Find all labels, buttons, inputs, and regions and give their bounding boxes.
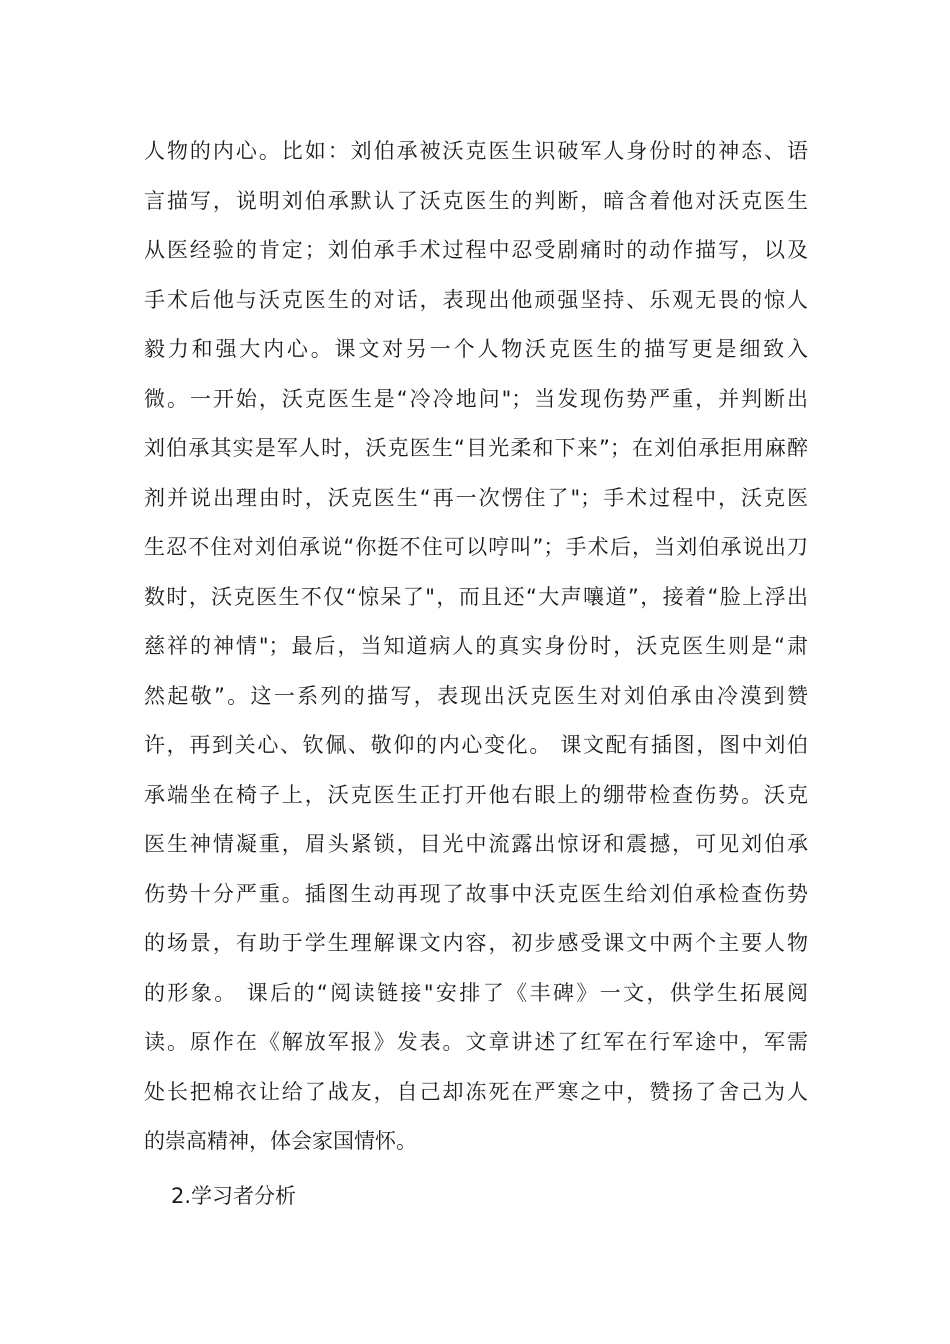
paragraph-line-20: 处长把棉衣让给了战友，自己却冻死在严寒之中，赞扬了舍己为人 xyxy=(144,1079,808,1104)
paragraph-line-3: 从医经验的肯定；刘伯承手术过程中忍受剧痛时的动作描写，以及 xyxy=(144,238,808,262)
paragraph-line-6: 微。一开始，沃克医生是“冷冷地问"；当发现伤势严重，并判断出 xyxy=(144,386,808,411)
paragraph-line-19: 读。原作在《解放军报》发表。文章讲述了红军在行军途中，军需 xyxy=(144,1030,808,1054)
paragraph-line-1: 人物的内心。比如：刘伯承被沃克医生识破军人身份时的神态、语 xyxy=(144,139,808,163)
paragraph-line-11: 慈祥的神情"；最后，当知道病人的真实身份时，沃克医生则是“肃 xyxy=(144,634,808,658)
paragraph-line-17: 的场景，有助于学生理解课文内容，初步感受课文中两个主要人物 xyxy=(144,931,808,955)
paragraph-line-7: 刘伯承其实是军人时，沃克医生“目光柔和下来”；在刘伯承拒用麻醉 xyxy=(144,436,808,460)
paragraph-line-14: 承端坐在椅子上，沃克医生正打开他右眼上的绷带检查伤势。沃克 xyxy=(144,782,808,807)
section-heading: 2.学习者分析 xyxy=(171,1184,297,1208)
paragraph-line-12: 然起敬”。这一系列的描写，表现出沃克医生对刘伯承由冷漠到赞 xyxy=(144,683,808,708)
paragraph-line-2: 言描写，说明刘伯承默认了沃克医生的判断，暗含着他对沃克医生 xyxy=(144,188,808,213)
paragraph-line-5: 毅力和强大内心。课文对另一个人物沃克医生的描写更是细致入 xyxy=(144,337,808,361)
body-paragraph xyxy=(144,127,808,1167)
paragraph-line-13: 许，再到关心、钦佩、敬仰的内心变化。 课文配有插图，图中刘伯 xyxy=(144,733,808,757)
paragraph-line-15: 医生神情凝重，眉头紧锁，目光中流露出惊讶和震撼，可见刘伯承 xyxy=(144,832,808,856)
paragraph-line-21: 的崇高精神，体会家国情怀。 xyxy=(144,1129,417,1153)
paragraph-line-9: 生忍不住对刘伯承说“你挺不住可以哼叫”；手术后，当刘伯承说出刀 xyxy=(144,535,808,559)
paragraph-line-16: 伤势十分严重。插图生动再现了故事中沃克医生给刘伯承检查伤势 xyxy=(144,881,808,906)
paragraph-line-4: 手术后他与沃克医生的对话，表现出他顽强坚持、乐观无畏的惊人 xyxy=(144,287,808,312)
paragraph-line-8: 剂并说出理由时，沃克医生“再一次愣住了"；手术过程中，沃克医 xyxy=(144,485,808,510)
paragraph-line-18: 的形象。 课后的“阅读链接"安排了《丰碑》一文，供学生拓展阅 xyxy=(144,980,808,1005)
paragraph-line-10: 数时，沃克医生不仅“惊呆了"，而且还“大声嚷道”，接着“脸上浮出 xyxy=(144,584,808,609)
